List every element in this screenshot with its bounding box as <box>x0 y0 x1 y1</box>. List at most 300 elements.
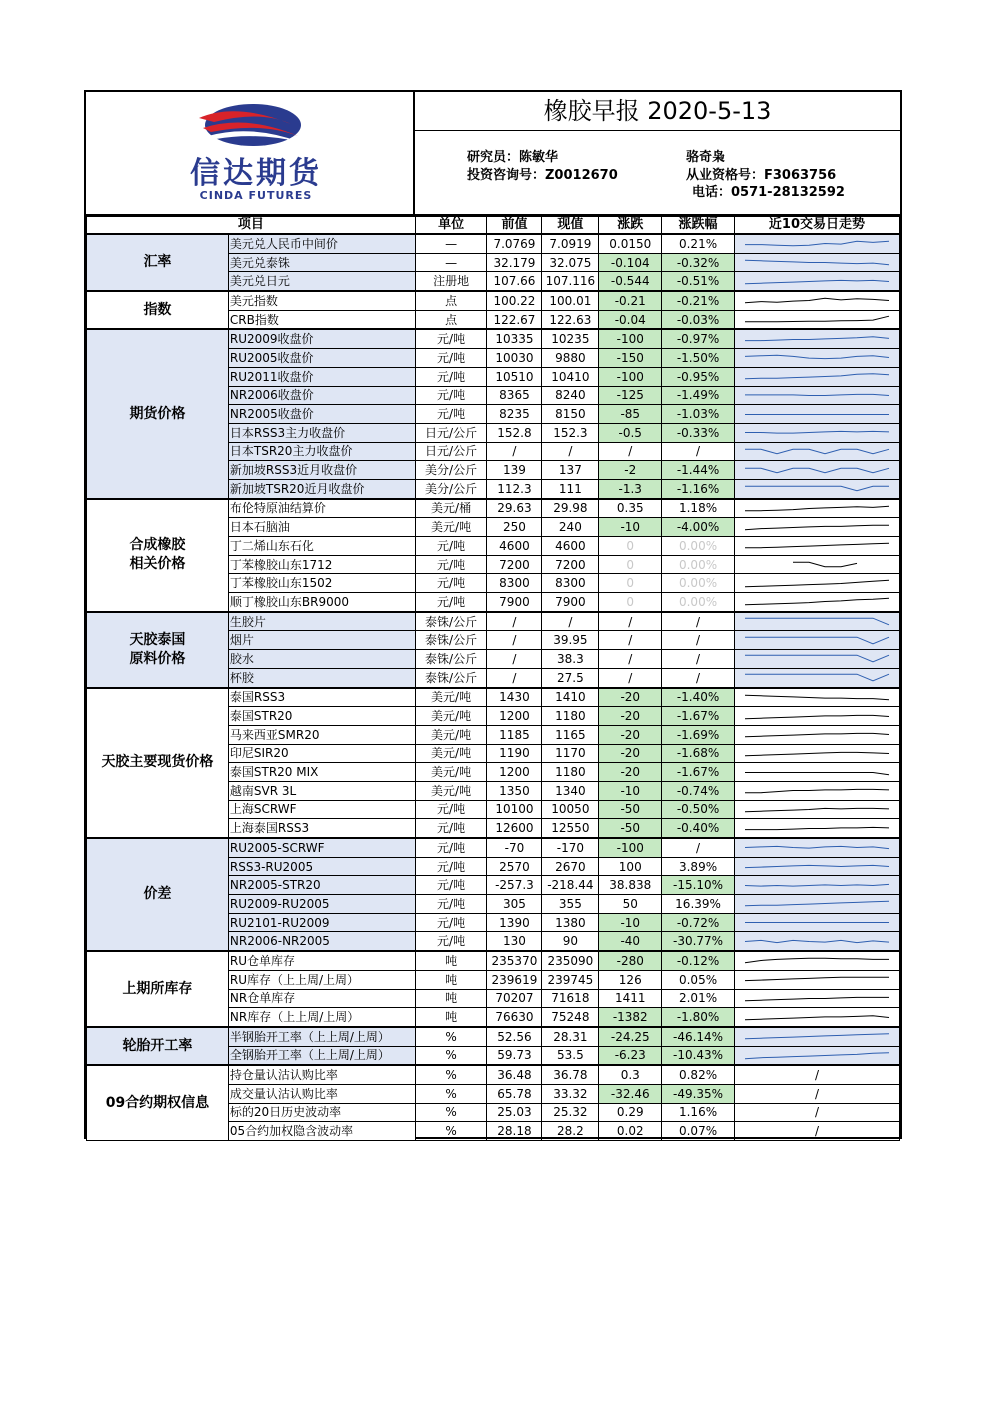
trend-cell <box>734 253 899 272</box>
change-value: -40 <box>599 932 662 951</box>
trend-cell <box>734 725 899 744</box>
change-value: -1382 <box>599 1008 662 1027</box>
sparkline-line <box>745 734 889 737</box>
trend-cell <box>734 442 899 461</box>
item-name: 标的20日历史波动率 <box>228 1103 415 1122</box>
prev-value: 8300 <box>487 574 542 593</box>
unit-cell: 元/吨 <box>415 932 487 951</box>
change-pct: -1.68% <box>662 744 735 763</box>
sparkline-chart <box>735 500 899 517</box>
item-name: 印尼SIR20 <box>228 744 415 763</box>
prev-value: / <box>487 631 542 650</box>
sparkline-line <box>745 544 889 548</box>
change-value: -24.25 <box>599 1027 662 1046</box>
item-name: 成交量认沽认购比率 <box>228 1084 415 1103</box>
item-name: 布伦特原油结算价 <box>228 499 415 518</box>
trend-cell <box>734 800 899 819</box>
curr-value: 355 <box>542 895 599 914</box>
curr-value: 8240 <box>542 386 599 405</box>
item-name: 泰国RSS3 <box>228 688 415 707</box>
sparkline-line <box>745 580 889 587</box>
column-header: 涨跌 <box>599 217 662 235</box>
sparkline-line <box>745 695 889 699</box>
unit-cell: % <box>415 1084 487 1103</box>
curr-value: 29.98 <box>542 499 599 518</box>
change-value: 38.838 <box>599 876 662 895</box>
change-value: -20 <box>599 725 662 744</box>
change-pct: -0.72% <box>662 913 735 932</box>
data-table <box>86 216 900 1141</box>
trend-cell <box>734 234 899 253</box>
prev-value: 7200 <box>487 555 542 574</box>
trend-cell <box>734 668 899 687</box>
change-pct: / <box>662 668 735 687</box>
change-value: -100 <box>599 367 662 386</box>
trend-cell <box>734 518 899 537</box>
unit-cell: 美元/吨 <box>415 744 487 763</box>
trend-cell <box>734 423 899 442</box>
sparkline-line <box>745 997 889 1000</box>
curr-value: 28.2 <box>542 1122 599 1141</box>
item-name: 美元兑泰铢 <box>228 253 415 272</box>
unit-cell: % <box>415 1103 487 1122</box>
unit-cell: 元/吨 <box>415 838 487 857</box>
curr-value: 1380 <box>542 913 599 932</box>
curr-value: 1170 <box>542 744 599 763</box>
sparkline-chart <box>735 820 899 837</box>
category-cell <box>87 499 229 612</box>
sparkline-chart <box>735 650 899 667</box>
unit-cell: 美元/吨 <box>415 725 487 744</box>
curr-value: 39.95 <box>542 631 599 650</box>
change-value: -20 <box>599 763 662 782</box>
prev-value: 7900 <box>487 593 542 612</box>
change-pct: -49.35% <box>662 1084 735 1103</box>
item-name: 美元指数 <box>228 291 415 310</box>
change-value: -20 <box>599 688 662 707</box>
change-value: 1411 <box>599 989 662 1008</box>
sparkline-line <box>745 1053 889 1059</box>
sparkline-line <box>745 902 889 906</box>
change-value: -0.04 <box>599 310 662 329</box>
sparkline-line <box>745 940 889 942</box>
sparkline-chart <box>735 689 899 706</box>
trend-cell <box>734 499 899 518</box>
category-label: 指数 <box>143 301 172 318</box>
change-pct: 0.07% <box>662 1122 735 1141</box>
sparkline-line <box>745 637 889 644</box>
item-name: 丁苯橡胶山东1502 <box>228 574 415 593</box>
sparkline-line <box>745 772 889 774</box>
curr-value: 32.075 <box>542 253 599 272</box>
unit-cell: 元/吨 <box>415 405 487 424</box>
curr-value: 27.5 <box>542 668 599 687</box>
sparkline-line <box>745 242 889 246</box>
change-value: -100 <box>599 329 662 348</box>
sparkline-chart <box>735 895 899 912</box>
trend-cell: / <box>734 1103 899 1122</box>
item-name: RU库存（上上周/上周） <box>228 970 415 989</box>
change-value: -100 <box>599 838 662 857</box>
sparkline-chart <box>735 708 899 725</box>
trend-cell <box>734 574 899 593</box>
change-value: -0.104 <box>599 253 662 272</box>
prev-value: 305 <box>487 895 542 914</box>
unit-cell: 元/吨 <box>415 819 487 838</box>
change-value: 0 <box>599 555 662 574</box>
change-pct: -0.50% <box>662 800 735 819</box>
change-pct: 0.82% <box>662 1065 735 1084</box>
trend-cell <box>734 310 899 329</box>
sparkline-chart <box>735 556 899 573</box>
item-name: 上海SCRWF <box>228 800 415 819</box>
prev-value: 76630 <box>487 1008 542 1027</box>
category-cell <box>87 1065 229 1140</box>
unit-cell: 元/吨 <box>415 913 487 932</box>
trend-cell <box>734 555 899 574</box>
category-cell <box>87 1027 229 1065</box>
sparkline-chart <box>735 424 899 441</box>
researcher-line: 研究员：陈敏华 <box>467 150 559 165</box>
change-pct: -1.50% <box>662 349 735 368</box>
sparkline-line <box>745 280 889 283</box>
curr-value: / <box>542 442 599 461</box>
license-line: 从业资格号：F3063756 <box>686 168 837 183</box>
item-name: RU2005-SCRWF <box>228 838 415 857</box>
change-pct: -1.67% <box>662 707 735 726</box>
table-row <box>87 499 900 518</box>
prev-value: 112.3 <box>487 479 542 498</box>
curr-value: 25.32 <box>542 1103 599 1122</box>
trend-cell <box>734 876 899 895</box>
trend-cell <box>734 461 899 480</box>
item-name: 丁苯橡胶山东1712 <box>228 555 415 574</box>
change-value: -10 <box>599 781 662 800</box>
trend-cell <box>734 932 899 951</box>
item-name: 烟片 <box>228 631 415 650</box>
column-header: 涨跌幅 <box>662 217 735 235</box>
sparkline-line <box>745 790 889 793</box>
change-pct: -46.14% <box>662 1027 735 1046</box>
trend-cell <box>734 838 899 857</box>
item-name: 泰国STR20 <box>228 707 415 726</box>
change-pct: -10.43% <box>662 1046 735 1065</box>
change-pct: 1.16% <box>662 1103 735 1122</box>
item-name: RU2011收盘价 <box>228 367 415 386</box>
category-cell <box>87 291 229 329</box>
item-name: RSS3-RU2005 <box>228 857 415 876</box>
sparkline-chart <box>735 462 899 479</box>
curr-value: 28.31 <box>542 1027 599 1046</box>
category-cell <box>87 234 229 291</box>
change-value: -2 <box>599 461 662 480</box>
item-name: 新加坡RSS3近月收盘价 <box>228 461 415 480</box>
change-pct: -0.21% <box>662 291 735 310</box>
item-name: 丁二烯山东石化 <box>228 537 415 556</box>
item-name: 顺丁橡胶山东BR9000 <box>228 593 415 612</box>
unit-cell: % <box>415 1046 487 1065</box>
sparkline-chart <box>735 952 899 969</box>
item-name: RU2005收盘价 <box>228 349 415 368</box>
change-pct: -1.67% <box>662 763 735 782</box>
trend-cell <box>734 744 899 763</box>
sparkline-line <box>745 299 889 303</box>
change-value: / <box>599 668 662 687</box>
sparkline-chart <box>735 801 899 818</box>
item-name: RU2101-RU2009 <box>228 913 415 932</box>
change-pct: / <box>662 612 735 631</box>
change-value: -125 <box>599 386 662 405</box>
logo-en-text: CINDA FUTURES <box>199 189 313 202</box>
prev-value: 1200 <box>487 763 542 782</box>
prev-value: 100.22 <box>487 291 542 310</box>
prev-value: -70 <box>487 838 542 857</box>
sparkline-chart <box>735 331 899 348</box>
sparkline-chart <box>735 839 899 856</box>
change-pct: -0.32% <box>662 253 735 272</box>
sparkline-line <box>745 808 889 811</box>
sparkline-line <box>745 374 889 379</box>
prev-value: 59.73 <box>487 1046 542 1065</box>
change-pct: 2.01% <box>662 989 735 1008</box>
change-value: -85 <box>599 405 662 424</box>
unit-cell: 注册地 <box>415 272 487 291</box>
curr-value: 71618 <box>542 989 599 1008</box>
change-value: 0.35 <box>599 499 662 518</box>
item-name: RU2009收盘价 <box>228 329 415 348</box>
unit-cell: 元/吨 <box>415 857 487 876</box>
sparkline-line <box>745 656 889 663</box>
category-cell <box>87 612 229 688</box>
trend-cell <box>734 1008 899 1027</box>
prev-value: 12600 <box>487 819 542 838</box>
change-value: 126 <box>599 970 662 989</box>
sparkline-line <box>745 715 889 718</box>
item-name: 半钢胎开工率（上上周/上周） <box>228 1027 415 1046</box>
table-row <box>87 1027 900 1046</box>
change-pct: -0.74% <box>662 781 735 800</box>
trend-cell: / <box>734 1065 899 1084</box>
sparkline-chart <box>735 537 899 554</box>
sparkline-line <box>745 1015 889 1019</box>
trend-cell <box>734 989 899 1008</box>
change-pct: 16.39% <box>662 895 735 914</box>
unit-cell: 美元/吨 <box>415 707 487 726</box>
unit-cell: % <box>415 1065 487 1084</box>
sparkline-chart <box>735 368 899 385</box>
unit-cell: 泰铢/公斤 <box>415 631 487 650</box>
sparkline-line <box>745 394 889 395</box>
prev-value: 36.48 <box>487 1065 542 1084</box>
category-cell <box>87 838 229 951</box>
column-header: 近10交易日走势 <box>734 217 899 235</box>
sparkline-chart <box>735 387 899 404</box>
sparkline-line <box>793 562 857 566</box>
change-pct: -0.40% <box>662 819 735 838</box>
trend-cell <box>734 688 899 707</box>
prev-value: / <box>487 612 542 631</box>
sparkline-chart <box>735 235 899 252</box>
prev-value: 1185 <box>487 725 542 744</box>
prev-value: 4600 <box>487 537 542 556</box>
unit-cell: 泰铢/公斤 <box>415 668 487 687</box>
category-label: 汇率 <box>143 254 172 271</box>
item-name: 持仓量认沽认购比率 <box>228 1065 415 1084</box>
trend-cell: / <box>734 1122 899 1141</box>
unit-cell: 点 <box>415 291 487 310</box>
curr-value: 10410 <box>542 367 599 386</box>
category-label: 天胶泰国 <box>129 631 186 648</box>
unit-cell: 元/吨 <box>415 876 487 895</box>
prev-value: 130 <box>487 932 542 951</box>
trend-cell <box>734 650 899 669</box>
prev-value: 250 <box>487 518 542 537</box>
change-pct: -1.69% <box>662 725 735 744</box>
trend-cell <box>734 479 899 498</box>
sparkline-chart <box>735 443 899 460</box>
curr-value: 4600 <box>542 537 599 556</box>
item-name: NR2006收盘价 <box>228 386 415 405</box>
category-label: 价差 <box>143 886 172 903</box>
curr-value: 90 <box>542 932 599 951</box>
unit-cell: 日元/公斤 <box>415 442 487 461</box>
change-value: 0 <box>599 574 662 593</box>
unit-cell: 日元/公斤 <box>415 423 487 442</box>
curr-value: / <box>542 612 599 631</box>
table-row <box>87 329 900 348</box>
unit-cell: 美分/公斤 <box>415 461 487 480</box>
sparkline-line <box>745 316 889 322</box>
unit-cell: 元/吨 <box>415 329 487 348</box>
curr-value: 152.3 <box>542 423 599 442</box>
unit-cell: 美分/公斤 <box>415 479 487 498</box>
unit-cell: 泰铢/公斤 <box>415 612 487 631</box>
curr-value: 107.116 <box>542 272 599 291</box>
prev-value: 10510 <box>487 367 542 386</box>
curr-value: 111 <box>542 479 599 498</box>
item-name: NR库存（上上周/上周） <box>228 1008 415 1027</box>
sparkline-chart <box>735 632 899 649</box>
item-name: 日本石脑油 <box>228 518 415 537</box>
unit-cell: 元/吨 <box>415 349 487 368</box>
prev-value: 122.67 <box>487 310 542 329</box>
unit-cell: 元/吨 <box>415 555 487 574</box>
sparkline-line <box>745 674 889 681</box>
curr-value: -218.44 <box>542 876 599 895</box>
sparkline-chart <box>735 273 899 290</box>
prev-value: 70207 <box>487 989 542 1008</box>
sparkline-chart <box>735 406 899 423</box>
item-name: NR2006-NR2005 <box>228 932 415 951</box>
change-pct: -1.16% <box>662 479 735 498</box>
unit-cell: 美元/桶 <box>415 499 487 518</box>
curr-value: 38.3 <box>542 650 599 669</box>
prev-value: 28.18 <box>487 1122 542 1141</box>
change-value: / <box>599 612 662 631</box>
sparkline-chart <box>735 669 899 686</box>
trend-cell <box>734 291 899 310</box>
category-label: 上期所库存 <box>122 980 193 997</box>
trend-cell <box>734 367 899 386</box>
unit-cell: % <box>415 1027 487 1046</box>
column-header: 项目 <box>87 217 416 235</box>
change-pct: -15.10% <box>662 876 735 895</box>
change-value: 0.0150 <box>599 234 662 253</box>
table-row <box>87 291 900 310</box>
curr-value: 9880 <box>542 349 599 368</box>
sparkline-chart <box>735 764 899 781</box>
change-pct: -0.12% <box>662 951 735 970</box>
trend-cell <box>734 329 899 348</box>
change-value: -20 <box>599 744 662 763</box>
sparkline-line <box>745 1034 889 1039</box>
sparkline-chart <box>735 858 899 875</box>
column-header: 单位 <box>415 217 487 235</box>
unit-cell: 元/吨 <box>415 574 487 593</box>
change-pct: 0.00% <box>662 537 735 556</box>
phone-line: 电话：0571-28132592 <box>692 185 845 200</box>
item-name: RU仓单库存 <box>228 951 415 970</box>
unit-cell: — <box>415 253 487 272</box>
item-name: NR仓单库存 <box>228 989 415 1008</box>
unit-cell: 元/吨 <box>415 800 487 819</box>
prev-value: 10030 <box>487 349 542 368</box>
sparkline-line <box>745 506 889 510</box>
sparkline-line <box>745 827 889 829</box>
report-sheet <box>84 90 902 1139</box>
category-cell <box>87 329 229 498</box>
sparkline-line <box>745 487 889 491</box>
trend-cell <box>734 631 899 650</box>
change-value: / <box>599 650 662 669</box>
curr-value: 33.32 <box>542 1084 599 1103</box>
sparkline-line <box>745 618 889 625</box>
category-label: 天胶主要现货价格 <box>101 754 214 771</box>
table-row <box>87 838 900 857</box>
curr-value: 1180 <box>542 763 599 782</box>
item-name: 杯胶 <box>228 668 415 687</box>
change-value: 0 <box>599 537 662 556</box>
trend-cell <box>734 537 899 556</box>
curr-value: -170 <box>542 838 599 857</box>
curr-value: 10235 <box>542 329 599 348</box>
curr-value: 239745 <box>542 970 599 989</box>
table-row <box>87 1065 900 1084</box>
unit-cell: 泰铢/公斤 <box>415 650 487 669</box>
header-info <box>415 92 900 216</box>
curr-value: 1410 <box>542 688 599 707</box>
change-pct: -4.00% <box>662 518 735 537</box>
prev-value: 107.66 <box>487 272 542 291</box>
trend-cell <box>734 593 899 612</box>
change-value: -280 <box>599 951 662 970</box>
change-pct: 0.00% <box>662 593 735 612</box>
sparkline-line <box>745 468 889 472</box>
curr-value: 75248 <box>542 1008 599 1027</box>
curr-value: 122.63 <box>542 310 599 329</box>
curr-value: 12550 <box>542 819 599 838</box>
prev-value: 1190 <box>487 744 542 763</box>
trend-cell <box>734 857 899 876</box>
category-label: 09合约期权信息 <box>105 1094 210 1111</box>
trend-cell <box>734 763 899 782</box>
unit-cell: 吨 <box>415 970 487 989</box>
table-row <box>87 234 900 253</box>
prev-value: 235370 <box>487 951 542 970</box>
curr-value: 7900 <box>542 593 599 612</box>
unit-cell: 吨 <box>415 951 487 970</box>
prev-value: 25.03 <box>487 1103 542 1122</box>
